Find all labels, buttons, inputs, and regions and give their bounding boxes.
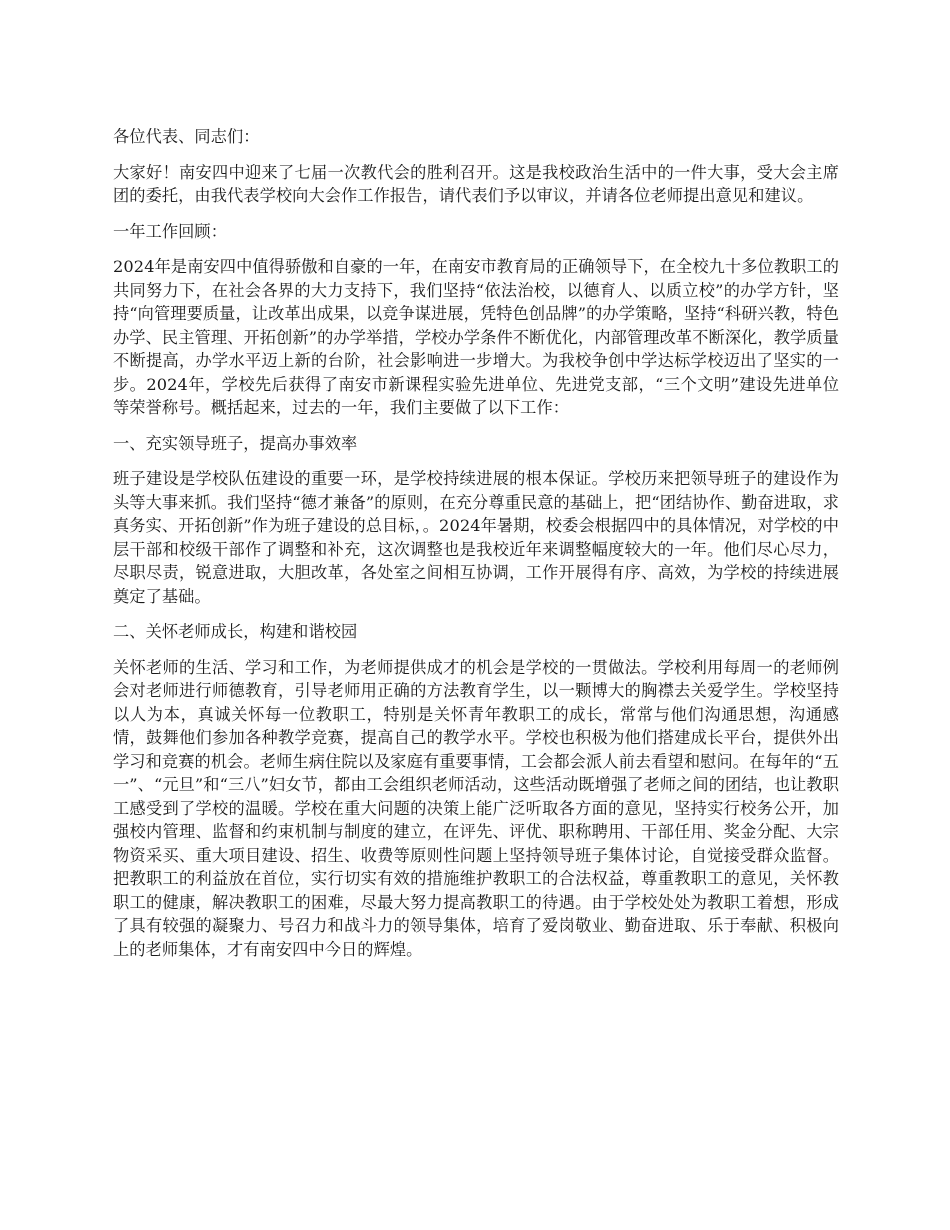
section-2-heading: 二、关怀老师成长，构建和谐校园	[113, 622, 358, 641]
review-paragraph: 2024年是南安四中值得骄傲和自豪的一年，在南安市教育局的正确领导下，在全校九十多位教职工的共同努力下，在社会各界的大力支持下，我们坚持“依法治校，以德育人、以质立校”的办学方针，坚持“向管理要质量，让改革出成果，以竞争谋进展，凭特色创品牌”的办学策略，坚持“科研兴教，特色办学、民主管理、开拓创新”的办学举措，学校办学条件不断优化，内部管理改革不断深化，教学质量不断提高，办学水平迈上新的台阶，社会影响进一步增大。为我校争创中学达标学校迈出了坚实的一步。2024年，学校先后获得了南安市新课程实验先进单位、先进党支部，“三个文明”建设先进单位等荣誉称号。概括起来，过去的一年，我们主要做了以下工作：	[113, 257, 839, 417]
review-heading: 一年工作回顾：	[113, 221, 228, 241]
document-page	[113, 125, 839, 973]
intro-paragraph: 大家好！南安四中迎来了七届一次教代会的胜利召开。这是我校政治生活中的一件大事，受大会主席团的委托，由我代表学校向大会作工作报告，请代表们予以审议，并请各位老师提出意见和建议。	[113, 162, 839, 205]
salutation: 各位代表、同志们：	[113, 127, 260, 146]
section-2-paragraph: 关怀老师的生活、学习和工作，为老师提供成才的机会是学校的一贯做法。学校利用每周一的老师例会对老师进行师德教育，引导老师用正确的方法教育学生，以一颗博大的胸襟去关爱学生。学校坚持以人为本，真诚关怀每一位教职工，特别是关怀青年教职工的成长，常常与他们沟通思想，沟通感情，鼓舞他们参加各种教学竞赛，提高自己的教学水平。学校也积极为他们搭建成长平台，提供外出学习和竞赛的机会。老师生病住院以及家庭有重要事情，工会都会派人前去看望和慰问。在每年的“五一”、“元旦”和“三八”妇女节，都由工会组织老师活动，这些活动既增强了老师之间的团结，也让教职工感受到了学校的温暖。学校在重大问题的决策上能广泛听取各方面的意见，坚持实行校务公开，加强校内管理、监督和约束机制与制度的建立，在评先、评优、职称聘用、干部任用、奖金分配、大宗物资采买、重大项目建设、招生、收费等原则性问题上坚持领导班子集体讨论，自觉接受群众监督。把教职工的利益放在首位，实行切实有效的措施维护教职工的合法权益，尊重教职工的意见，关怀教职工的健康，解决教职工的困难，尽最大努力提高教职工的待遇。由于学校处处为教职工着想，形成了具有较强的凝聚力、号召力和战斗力的领导集体，培育了爱岗敬业、勤奋进取、乐于奉献、积极向上的老师集体，才有南安四中今日的辉煌。	[113, 657, 839, 959]
section-1-heading: 一、充实领导班子，提高办事效率	[113, 433, 358, 453]
section-1-paragraph: 班子建设是学校队伍建设的重要一环，是学校持续进展的根本保证。学校历来把领导班子的建设作为头等大事来抓。我们坚持“德才兼备”的原则，在充分尊重民意的基础上，把“团结协作、勤奋进取，求真务实、开拓创新”作为班子建设的总目标，。2024年暑期，校委会根据四中的具体情况，对学校的中层干部和校级干部作了调整和补充，这次调整也是我校近年来调整幅度较大的一年。他们尽心尽力，尽职尽责，锐意进取，大胆改革，各处室之间相互协调，工作开展得有序、高效，为学校的持续进展奠定了基础。	[113, 469, 839, 606]
